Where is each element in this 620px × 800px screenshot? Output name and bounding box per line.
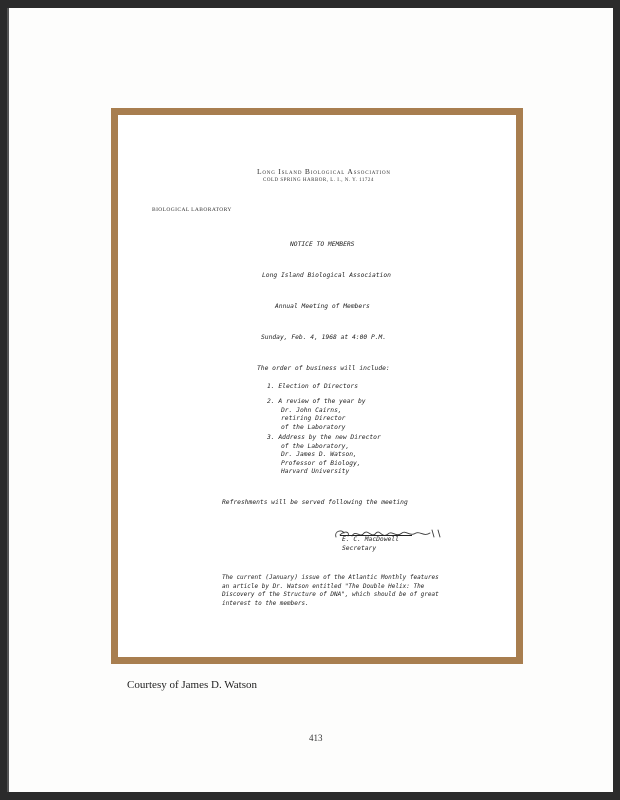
footnote-line: The current (January) issue of the Atlantic Monthly features: [222, 574, 439, 581]
refreshments-note: Refreshments will be served following the meeting: [222, 499, 408, 506]
agenda-line: 1. Election of Directors: [267, 383, 358, 390]
signature-title: Secretary: [342, 545, 377, 552]
book-page: [7, 8, 613, 792]
notice-heading: NOTICE TO MEMBERS: [290, 241, 355, 248]
agenda-line: Professor of Biology,: [281, 459, 361, 467]
order-intro: The order of business will include:: [257, 365, 390, 372]
signature-name: E. C. MacDowell: [342, 536, 399, 543]
agenda-line: Harvard University: [281, 468, 350, 476]
agenda-line: Dr. James D. Watson,: [281, 451, 357, 459]
association-name: Long Island Biological Association: [262, 272, 391, 279]
letterhead-org: Long Island Biological Association: [257, 167, 391, 176]
footnote: [222, 574, 439, 608]
footnote-line: an article by Dr. Watson entitled "The Double Helix: The: [222, 582, 425, 590]
agenda-item: [267, 383, 358, 392]
letter-sheet: [118, 115, 516, 657]
agenda-line: 2. A review of the year by: [267, 398, 366, 405]
footnote-line: Discovery of the Structure of DNA", which should be of great: [222, 591, 439, 599]
agenda-line: of the Laboratory,: [281, 442, 350, 450]
image-caption: Courtesy of James D. Watson: [127, 679, 257, 691]
agenda-line: retiring Director: [281, 415, 346, 423]
agenda-item: [267, 398, 366, 432]
footnote-line: interest to the members.: [222, 599, 309, 607]
agenda-line: of the Laboratory: [281, 423, 346, 431]
agenda-line: 3. Address by the new Director: [267, 434, 381, 441]
meeting-datetime: Sunday, Feb. 4, 1968 at 4:00 P.M.: [261, 334, 387, 341]
meeting-title: Annual Meeting of Members: [275, 303, 370, 310]
agenda-item: [267, 434, 381, 477]
department-label: BIOLOGICAL LABORATORY: [152, 207, 232, 213]
agenda-line: Dr. John Cairns,: [281, 406, 342, 414]
letter-frame: [111, 108, 523, 664]
letterhead-address: COLD SPRING HARBOR, L. I., N. Y. 11724: [263, 178, 374, 183]
page-number: 413: [309, 733, 323, 743]
